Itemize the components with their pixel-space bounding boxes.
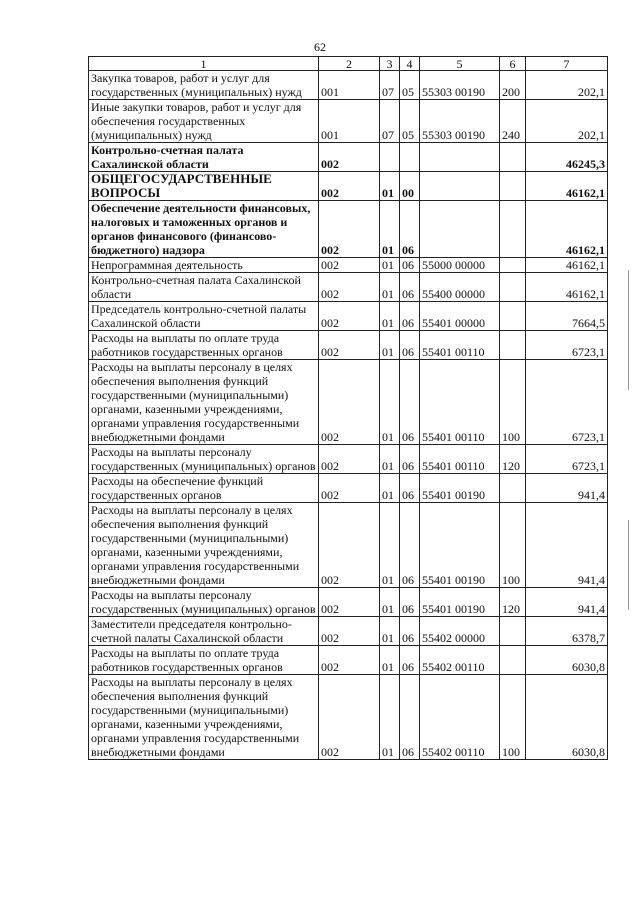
row-subsection-code: 06: [400, 675, 420, 760]
row-admin-code: 002: [319, 273, 380, 302]
row-expense-type-code: [500, 646, 526, 675]
row-expense-type-code: [500, 143, 526, 172]
row-section-code: 01: [380, 588, 400, 617]
row-section-code: 01: [380, 201, 400, 258]
row-amount: 46162,1: [526, 201, 608, 258]
row-subsection-code: 06: [400, 273, 420, 302]
table-row: [89, 258, 608, 273]
row-section-code: 01: [380, 302, 400, 331]
row-section-code: 01: [380, 675, 400, 760]
row-expense-type-code: 120: [500, 588, 526, 617]
column-header: 6: [500, 57, 526, 71]
row-expense-type-code: [500, 258, 526, 273]
row-name: Закупка товаров, работ и услуг для государственных (муниципальных) нужд: [89, 71, 319, 100]
row-subsection-code: [400, 143, 420, 172]
row-admin-code: 001: [319, 100, 380, 143]
row-subsection-code: 06: [400, 646, 420, 675]
row-name: Расходы на выплаты по оплате труда работников государственных органов: [89, 331, 319, 360]
column-header: 7: [526, 57, 608, 71]
column-header: 4: [400, 57, 420, 71]
scan-edge-mark: [628, 270, 629, 390]
table-row: [89, 302, 608, 331]
row-target-code: 55401 00190: [420, 588, 500, 617]
column-header: 3: [380, 57, 400, 71]
row-expense-type-code: [500, 617, 526, 646]
row-name: ОБЩЕГОСУДАРСТВЕННЫЕ ВОПРОСЫ: [89, 172, 319, 201]
row-admin-code: 002: [319, 675, 380, 760]
row-subsection-code: 06: [400, 445, 420, 474]
row-amount: 6723,1: [526, 445, 608, 474]
table-row: [89, 143, 608, 172]
row-target-code: 55000 00000: [420, 258, 500, 273]
row-amount: 46162,1: [526, 172, 608, 201]
row-expense-type-code: [500, 201, 526, 258]
row-section-code: 01: [380, 273, 400, 302]
row-expense-type-code: [500, 474, 526, 503]
page-number: 62: [314, 40, 326, 54]
table-row: [89, 273, 608, 302]
row-amount: 6030,8: [526, 646, 608, 675]
row-name: Обеспечение деятельности финансовых, налоговых и таможенных органов и органов финансового (финансово-бюджетного) надзора: [89, 201, 319, 258]
row-target-code: 55402 00110: [420, 646, 500, 675]
row-section-code: 01: [380, 172, 400, 201]
table-row: [89, 360, 608, 445]
table-row: [89, 503, 608, 588]
row-amount: 46245,3: [526, 143, 608, 172]
row-name: Расходы на выплаты персоналу государственных (муниципальных) органов: [89, 588, 319, 617]
row-name: Расходы на выплаты по оплате труда работников государственных органов: [89, 646, 319, 675]
row-amount: 941,4: [526, 474, 608, 503]
row-subsection-code: 05: [400, 100, 420, 143]
table-row: [89, 201, 608, 258]
row-target-code: 55303 00190: [420, 71, 500, 100]
row-admin-code: 002: [319, 445, 380, 474]
row-name: Расходы на обеспечение функций государственных органов: [89, 474, 319, 503]
row-expense-type-code: [500, 302, 526, 331]
row-admin-code: 002: [319, 474, 380, 503]
table-row: [89, 100, 608, 143]
table-row: [89, 331, 608, 360]
row-subsection-code: 06: [400, 617, 420, 646]
row-amount: 6723,1: [526, 360, 608, 445]
table-row: [89, 588, 608, 617]
row-amount: 46162,1: [526, 273, 608, 302]
row-name: Иные закупки товаров, работ и услуг для обеспечения государственных (муниципальных) нужд: [89, 100, 319, 143]
table-row: [89, 172, 608, 201]
row-expense-type-code: 100: [500, 503, 526, 588]
row-target-code: 55401 00000: [420, 302, 500, 331]
row-subsection-code: 06: [400, 258, 420, 273]
row-name: Председатель контрольно-счетной палаты Сахалинской области: [89, 302, 319, 331]
row-expense-type-code: 100: [500, 675, 526, 760]
row-target-code: [420, 172, 500, 201]
row-section-code: 01: [380, 258, 400, 273]
row-amount: 202,1: [526, 71, 608, 100]
row-section-code: 01: [380, 646, 400, 675]
row-name: Контрольно-счетная палата Сахалинской области: [89, 143, 319, 172]
row-subsection-code: 00: [400, 172, 420, 201]
row-target-code: 55303 00190: [420, 100, 500, 143]
row-section-code: 01: [380, 503, 400, 588]
column-header: 2: [319, 57, 380, 71]
row-expense-type-code: 200: [500, 71, 526, 100]
row-name: Расходы на выплаты персоналу государственных (муниципальных) органов: [89, 445, 319, 474]
row-expense-type-code: 240: [500, 100, 526, 143]
row-expense-type-code: [500, 331, 526, 360]
row-admin-code: 002: [319, 360, 380, 445]
row-admin-code: 002: [319, 258, 380, 273]
row-subsection-code: 06: [400, 360, 420, 445]
row-target-code: 55401 00190: [420, 474, 500, 503]
row-name: Контрольно-счетная палата Сахалинской области: [89, 273, 319, 302]
row-subsection-code: 06: [400, 503, 420, 588]
column-number-row: [89, 57, 608, 71]
row-section-code: 01: [380, 360, 400, 445]
table-row: [89, 646, 608, 675]
row-expense-type-code: 120: [500, 445, 526, 474]
row-section-code: 01: [380, 331, 400, 360]
table-row: [89, 617, 608, 646]
row-section-code: 01: [380, 445, 400, 474]
column-header: 5: [420, 57, 500, 71]
row-section-code: [380, 143, 400, 172]
table-row: [89, 474, 608, 503]
row-amount: 202,1: [526, 100, 608, 143]
table-row: [89, 71, 608, 100]
row-amount: 7664,5: [526, 302, 608, 331]
row-admin-code: 002: [319, 331, 380, 360]
row-admin-code: 001: [319, 71, 380, 100]
row-section-code: 07: [380, 71, 400, 100]
row-admin-code: 002: [319, 172, 380, 201]
row-admin-code: 002: [319, 646, 380, 675]
row-name: Расходы на выплаты персоналу в целях обеспечения выполнения функций государственными (муниципальными) органами, казенными учреждениями, органами управления государственными внебюджетными фондами: [89, 675, 319, 760]
row-subsection-code: 06: [400, 588, 420, 617]
row-expense-type-code: [500, 172, 526, 201]
scan-edge-mark: [628, 520, 629, 610]
row-target-code: 55400 00000: [420, 273, 500, 302]
row-amount: 941,4: [526, 503, 608, 588]
row-name: Заместители председателя контрольно-счетной палаты Сахалинской области: [89, 617, 319, 646]
row-target-code: 55401 00110: [420, 445, 500, 474]
row-amount: 6030,8: [526, 675, 608, 760]
row-admin-code: 002: [319, 201, 380, 258]
row-admin-code: 002: [319, 143, 380, 172]
row-target-code: 55401 00110: [420, 360, 500, 445]
row-target-code: 55402 00110: [420, 675, 500, 760]
row-amount: 6723,1: [526, 331, 608, 360]
row-subsection-code: 06: [400, 201, 420, 258]
table-row: [89, 675, 608, 760]
row-target-code: [420, 201, 500, 258]
row-amount: 46162,1: [526, 258, 608, 273]
row-section-code: 01: [380, 474, 400, 503]
row-section-code: 07: [380, 100, 400, 143]
row-admin-code: 002: [319, 503, 380, 588]
row-amount: 6378,7: [526, 617, 608, 646]
row-target-code: 55401 00190: [420, 503, 500, 588]
row-admin-code: 002: [319, 302, 380, 331]
budget-table: [88, 56, 608, 760]
row-name: Непрограммная деятельность: [89, 258, 319, 273]
row-subsection-code: 06: [400, 331, 420, 360]
row-subsection-code: 06: [400, 474, 420, 503]
table-row: [89, 445, 608, 474]
column-header: 1: [89, 57, 319, 71]
row-subsection-code: 05: [400, 71, 420, 100]
row-name: Расходы на выплаты персоналу в целях обеспечения выполнения функций государственными (муниципальными) органами, казенными учреждениями, органами управления государственными внебюджетными фондами: [89, 360, 319, 445]
row-admin-code: 002: [319, 588, 380, 617]
row-target-code: [420, 143, 500, 172]
row-section-code: 01: [380, 617, 400, 646]
row-target-code: 55402 00000: [420, 617, 500, 646]
row-subsection-code: 06: [400, 302, 420, 331]
row-name: Расходы на выплаты персоналу в целях обеспечения выполнения функций государственными (муниципальными) органами, казенными учреждениями, органами управления государственными внебюджетными фондами: [89, 503, 319, 588]
row-expense-type-code: 100: [500, 360, 526, 445]
row-admin-code: 002: [319, 617, 380, 646]
budget-table-body: [89, 71, 608, 760]
row-amount: 941,4: [526, 588, 608, 617]
row-target-code: 55401 00110: [420, 331, 500, 360]
row-expense-type-code: [500, 273, 526, 302]
